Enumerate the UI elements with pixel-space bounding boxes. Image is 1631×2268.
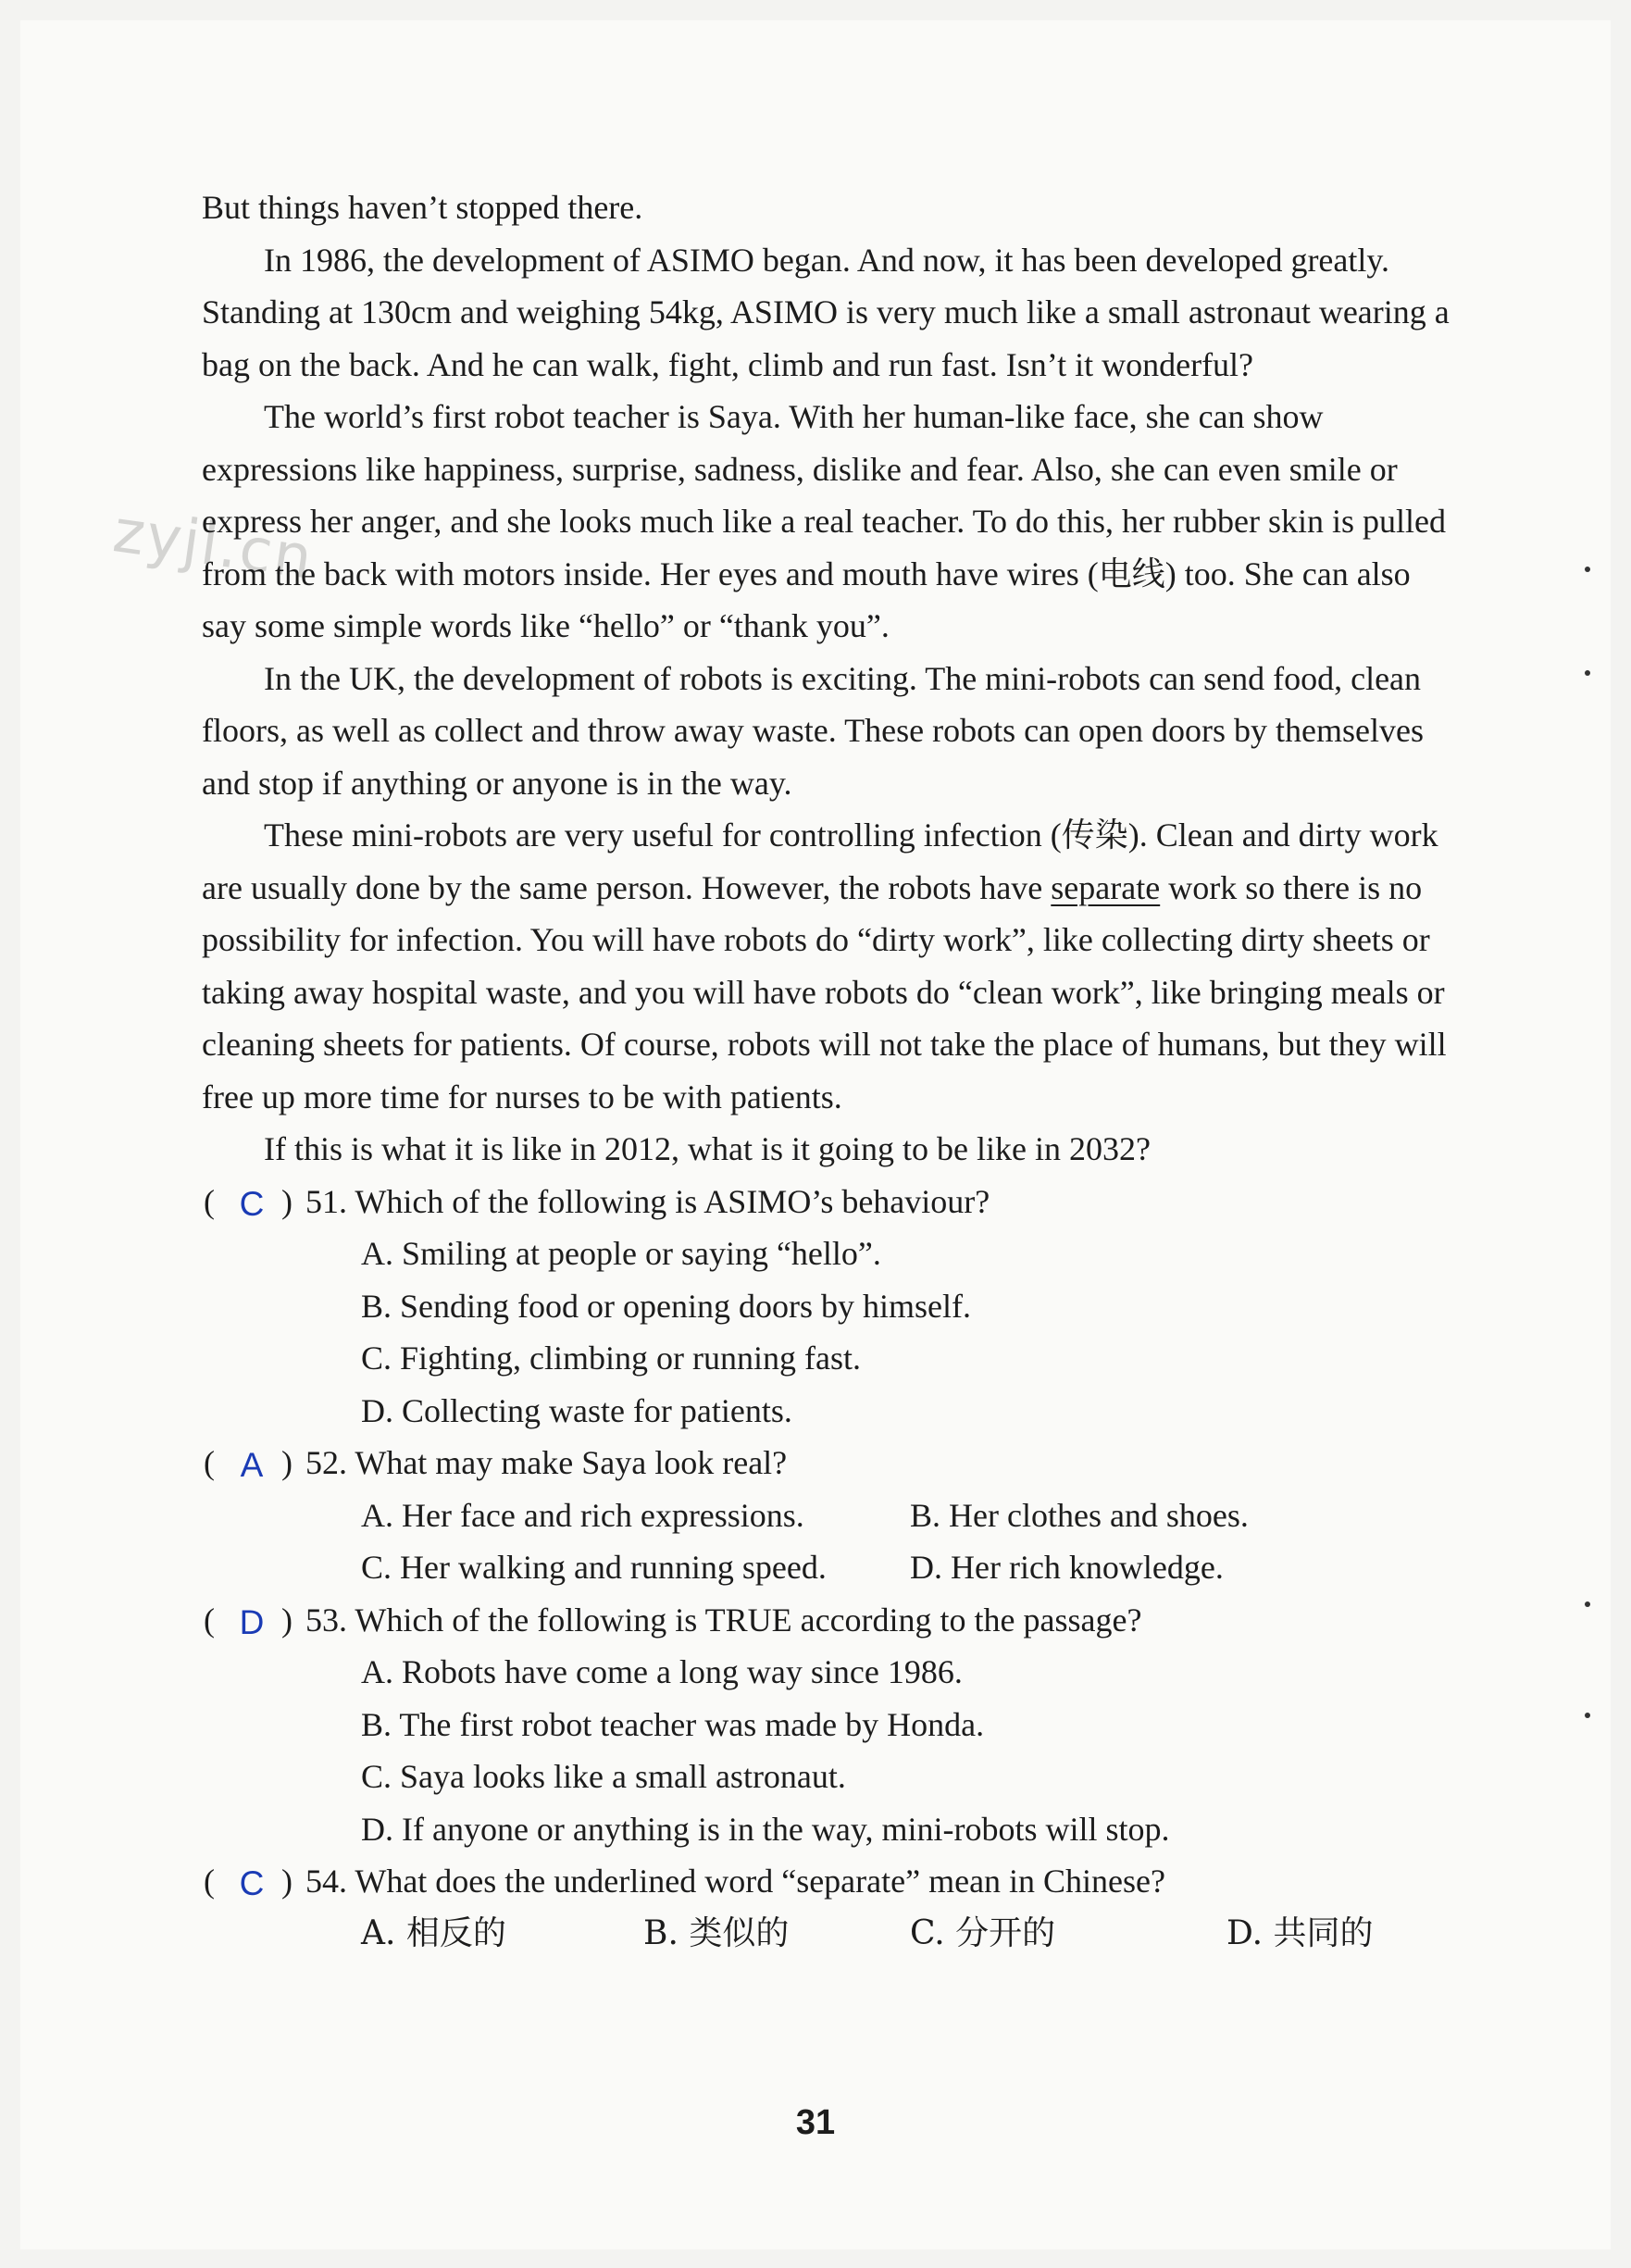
reading-passage xyxy=(202,181,1461,1960)
option: A. Her face and rich expressions. xyxy=(361,1496,804,1534)
paren-close: ) xyxy=(281,1601,293,1639)
option: D. Her rich knowledge. xyxy=(910,1549,1224,1586)
question-54 xyxy=(202,1855,1461,1908)
question-51 xyxy=(202,1176,1461,1228)
question-text: 51. Which of the following is ASIMO’s behaviour? xyxy=(305,1182,990,1220)
question-52 xyxy=(202,1437,1461,1489)
paren-open: ( xyxy=(204,1444,215,1481)
page-number: 31 xyxy=(795,2103,836,2142)
margin-dot xyxy=(1585,1713,1590,1718)
watermark: zyjl.cn xyxy=(108,497,318,593)
option: A. 相反的 xyxy=(361,1913,506,1952)
option-row xyxy=(361,1541,1461,1594)
paren-close: ) xyxy=(281,1444,293,1481)
option-row xyxy=(361,1908,1461,1961)
paren-close: ) xyxy=(281,1182,293,1220)
paren-close: ) xyxy=(281,1863,293,1900)
paren-open: ( xyxy=(204,1182,215,1220)
answer-mark: C xyxy=(239,1184,265,1223)
margin-dot xyxy=(1585,670,1590,676)
option: B. Her clothes and shoes. xyxy=(910,1496,1249,1534)
option: B. 类似的 xyxy=(643,1913,790,1952)
option: D. If anyone or anything is in the way, mini-robots will stop. xyxy=(361,1810,1170,1848)
answer-mark: D xyxy=(239,1602,265,1641)
passage-paragraph xyxy=(202,809,1461,1123)
margin-dot xyxy=(1585,567,1590,572)
underlined-word: separate xyxy=(1051,868,1161,906)
option: C. Saya looks like a small astronaut. xyxy=(361,1758,846,1795)
option: D. 共同的 xyxy=(1226,1913,1374,1952)
option: D. Collecting waste for patients. xyxy=(361,1391,792,1429)
passage-paragraph: In the UK, the development of robots is exciting. The mini-robots can send food, clean floors, as well as collect and throw away waste. These robots can open doors by themselves and stop if anything or anyone is in the way. xyxy=(202,659,1424,802)
option: C. Fighting, climbing or running fast. xyxy=(361,1340,861,1377)
passage-paragraph: In 1986, the development of ASIMO began. And now, it has been developed greatly. Standing at 130cm and weighing 54kg, ASIMO is very much like a small astronaut wearing a bag on the back. And he can walk, fight, climb and run fast. Isn’t it wonderful? xyxy=(202,241,1450,383)
passage-paragraph: If this is what it is like in 2012, what is it going to be like in 2032? xyxy=(264,1130,1151,1167)
question-text: 54. What does the underlined word “separate” mean in Chinese? xyxy=(305,1863,1166,1900)
paragraph-text: work so there is no possibility for infection. You will have robots do “dirty work”, like collecting dirty sheets or taking away hospital waste, and you will have robots do “clean work”, like bringing meals or cleaning sheets for patients. Of course, robots will not take the place of humans, but they will free up more time for nurses to be with patients. xyxy=(202,868,1447,1115)
answer-mark: C xyxy=(239,1864,265,1902)
passage-paragraph: The world’s first robot teacher is Saya. With her human-like face, she can show expressions like happiness, surprise, sadness, dislike and fear. Also, she can even smile or express her anger, and she looks much like a real teacher. To do this, her rubber skin is pulled from the back with motors inside. Her eyes and mouth have wires (电线) too. She can also say some simple words like “hello” or “thank you”. xyxy=(202,398,1446,644)
option: C. Her walking and running speed. xyxy=(361,1549,827,1586)
option: B. Sending food or opening doors by himself. xyxy=(361,1287,971,1325)
answer-mark: A xyxy=(240,1446,264,1484)
question-text: 53. Which of the following is TRUE according to the passage? xyxy=(305,1601,1142,1639)
option: A. Robots have come a long way since 1986. xyxy=(361,1653,963,1690)
passage-paragraph: But things haven’t stopped there. xyxy=(202,189,643,226)
paragraph-text: These mini-robots are very useful for controlling infection (传染). Clean and dirty work are usually done by the same person. However, the robots have xyxy=(202,816,1438,906)
paren-open: ( xyxy=(204,1863,215,1900)
question-53 xyxy=(202,1594,1461,1647)
option: C. 分开的 xyxy=(910,1913,1056,1952)
margin-dot xyxy=(1585,1601,1590,1607)
option: B. The first robot teacher was made by Honda. xyxy=(361,1705,985,1743)
option: A. Smiling at people or saying “hello”. xyxy=(361,1235,881,1272)
question-text: 52. What may make Saya look real? xyxy=(305,1444,788,1481)
option-row xyxy=(361,1489,1461,1542)
paren-open: ( xyxy=(204,1601,215,1639)
